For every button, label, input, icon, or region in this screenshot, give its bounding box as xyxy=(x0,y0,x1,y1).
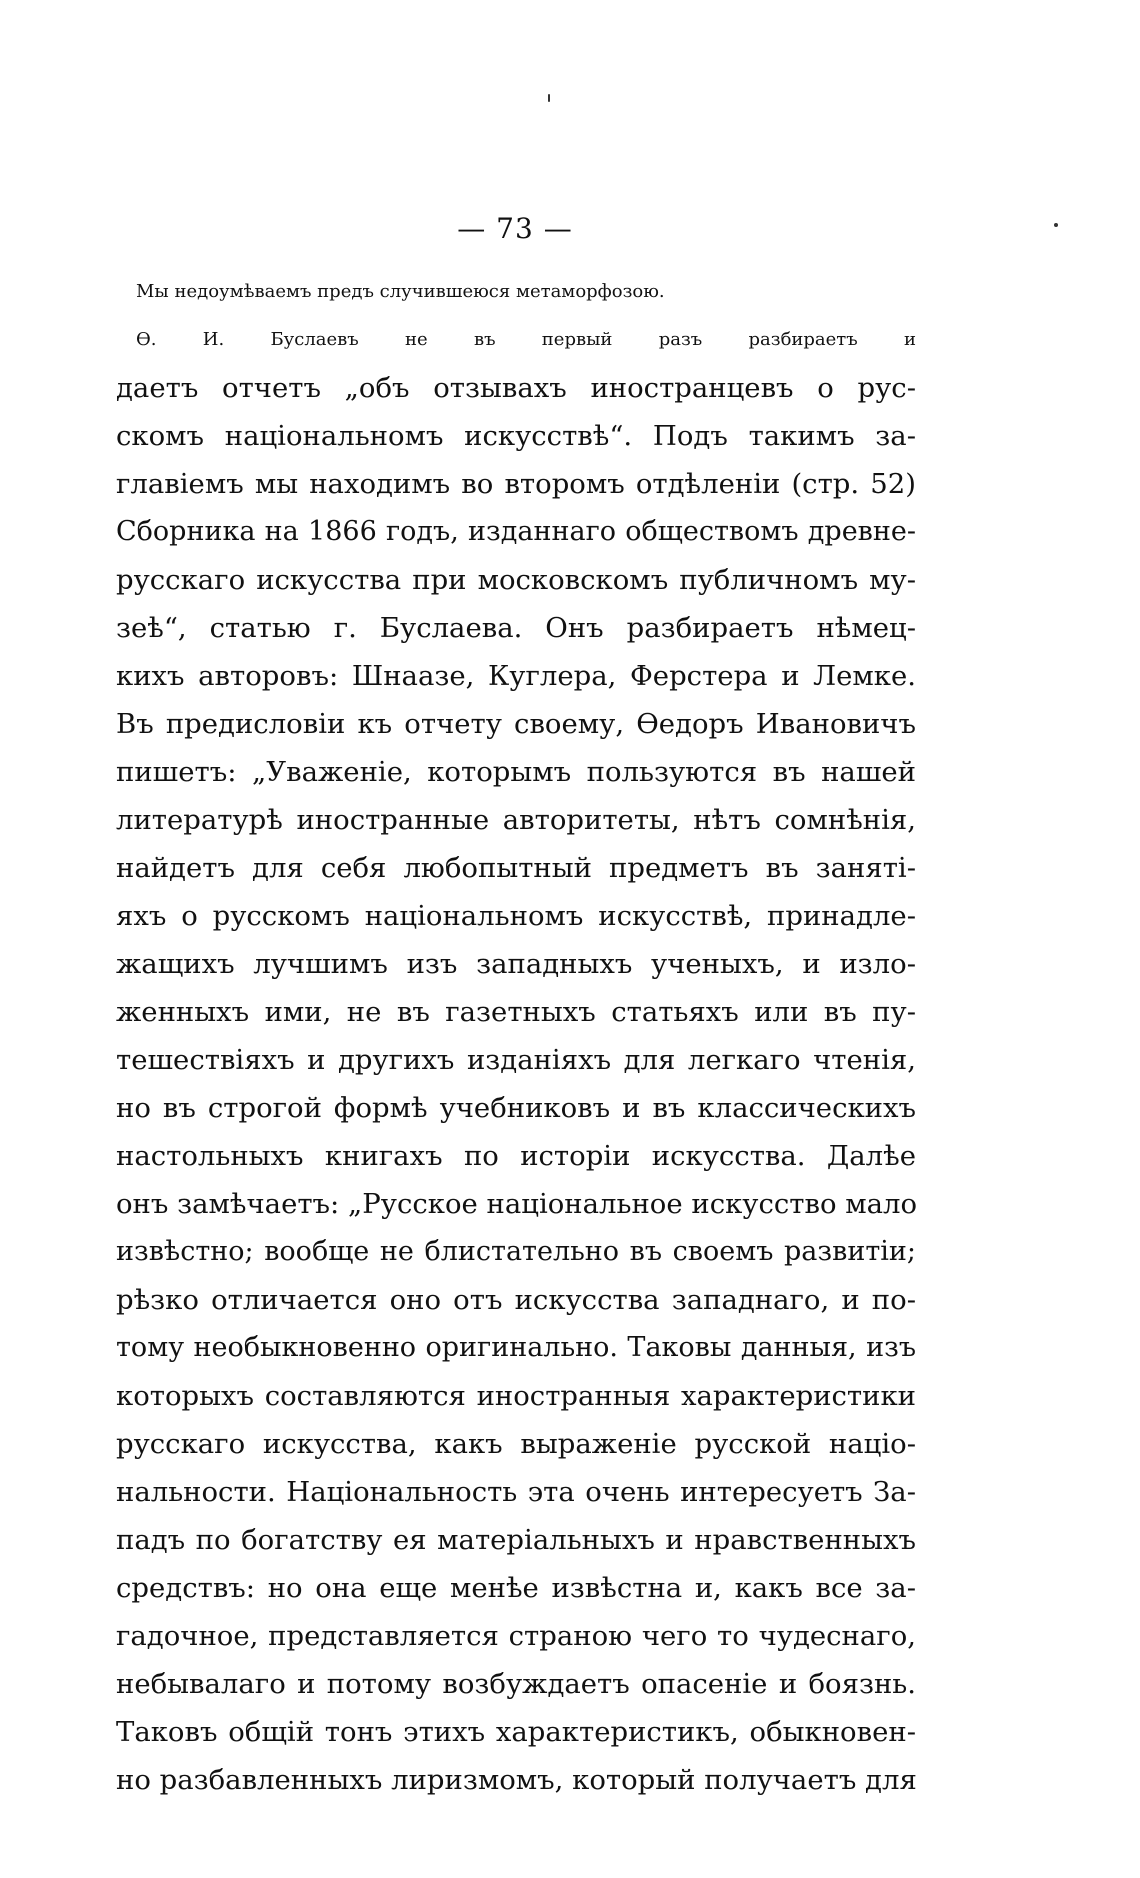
text-line: русскаго искусства, какъ выраженіе русской націо- xyxy=(116,1428,916,1460)
text-line: гадочное, представляется страною чего то чудеснаго, xyxy=(116,1620,916,1652)
text-line: литературѣ иностранные авторитеты, нѣтъ сомнѣнія, xyxy=(116,804,916,836)
text-line: Таковъ общій тонъ этихъ характеристикъ, обыкновен- xyxy=(116,1716,916,1748)
text-line: зеѣ“, статью г. Буслаева. Онъ разбираетъ нѣмец- xyxy=(116,612,916,644)
text-line: тому необыкновенно оригинально. Таковы данныя, изъ xyxy=(116,1332,916,1363)
text-line: Въ предисловіи къ отчету своему, Ѳедоръ Ивановичъ xyxy=(116,708,916,740)
text-line: которыхъ составляются иностранныя характеристики xyxy=(116,1380,916,1412)
text-line: русскаго искусства при московскомъ публичномъ му- xyxy=(116,564,916,596)
text-line: найдетъ для себя любопытный предметъ въ заняті- xyxy=(116,852,916,884)
text-line: даетъ отчетъ „объ отзывахъ иностранцевъ о рус- xyxy=(116,372,916,404)
text-line: небывалаго и потому возбуждаетъ опасеніе и боязнь. xyxy=(116,1668,916,1700)
text-line: онъ замѣчаетъ: „Русское національное искусство мало xyxy=(116,1188,918,1220)
text-line: женныхъ ими, не въ газетныхъ статьяхъ или въ пу- xyxy=(116,996,916,1028)
text-line: настольныхъ книгахъ по исторіи искусства. Далѣе xyxy=(116,1140,916,1172)
text-line: Мы недоумѣваемъ предъ случившеюся метаморфозою. xyxy=(136,281,665,302)
text-line: пишетъ: „Уваженіе, которымъ пользуются въ нашей xyxy=(116,756,916,788)
text-line: кихъ авторовъ: Шнаазе, Куглера, Ферстера и Лемке. xyxy=(116,660,916,692)
text-line: Сборника на 1866 годъ, изданнаго обществомъ древне- xyxy=(116,516,916,547)
text-line: падъ по богатству ея матеріальныхъ и нравственныхъ xyxy=(116,1524,916,1556)
text-line: тешествіяхъ и другихъ изданіяхъ для легкаго чтенія, xyxy=(116,1044,916,1076)
text-line: извѣстно; вообще не блистательно въ своемъ развитіи; xyxy=(116,1236,916,1267)
ink-speck xyxy=(1054,223,1058,227)
text-line: главіемъ мы находимъ во второмъ отдѣленіи (стр. 52) xyxy=(116,468,916,500)
ink-speck xyxy=(548,94,550,102)
text-line: но разбавленныхъ лиризмомъ, который получаетъ для xyxy=(116,1764,917,1796)
body-text xyxy=(116,268,916,1804)
text-line: жащихъ лучшимъ изъ западныхъ ученыхъ, и изло- xyxy=(116,948,916,980)
text-line: рѣзко отличается оно отъ искусства западнаго, и по- xyxy=(116,1284,916,1316)
text-line: скомъ національномъ искусствѣ“. Подъ такимъ за- xyxy=(116,420,916,452)
text-line: но въ строгой формѣ учебниковъ и въ классическихъ xyxy=(116,1092,916,1124)
text-line: яхъ о русскомъ національномъ искусствѣ, принадле- xyxy=(116,900,916,932)
text-line: Ѳ. И. Буслаевъ не въ первый разъ разбираетъ и xyxy=(136,329,916,350)
page-number: — 73 — xyxy=(457,212,573,245)
text-line: нальности. Національность эта очень интересуетъ За- xyxy=(116,1476,916,1508)
text-line: средствъ: но она еще менѣе извѣстна и, какъ все за- xyxy=(116,1572,916,1604)
